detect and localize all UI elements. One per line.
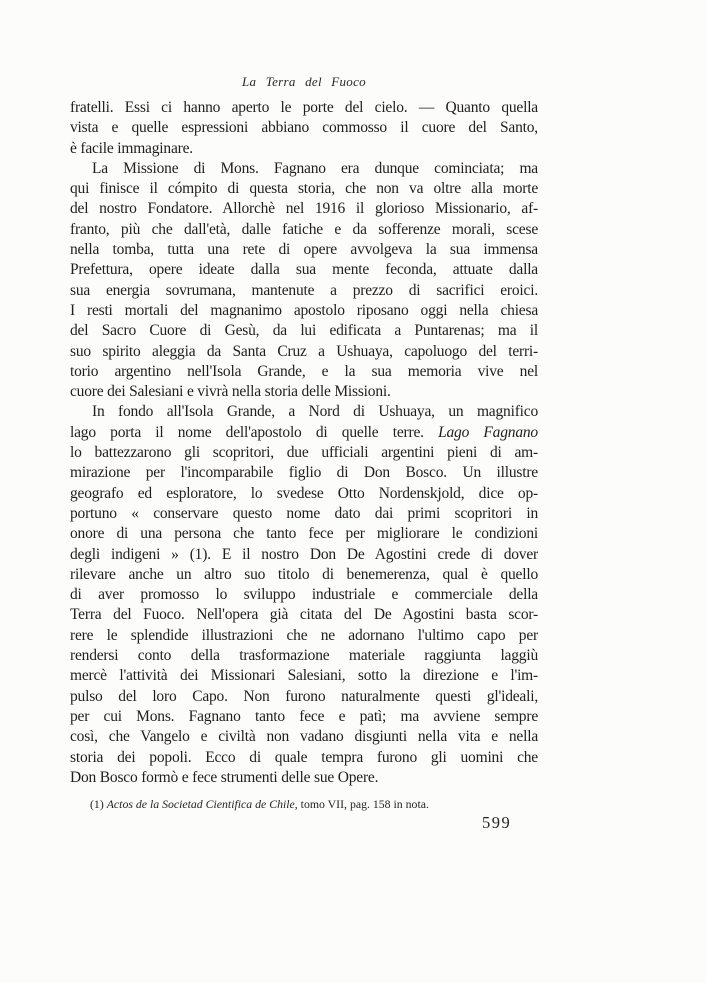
text-segment: torio argentino nell'Isola Grande, e la sua memoria vive nel bbox=[70, 362, 538, 380]
text-line bbox=[70, 666, 538, 686]
text-segment: del nostro Fondatore. Allorchè nel 1916 il glorioso Missionario, af- bbox=[70, 200, 538, 218]
text-segment: rendersi conto della trasformazione materiale raggiunta laggiù bbox=[70, 647, 538, 665]
text-segment: portuno « conservare questo nome dato dai primi scopritori in bbox=[70, 504, 538, 522]
text-line bbox=[70, 443, 538, 463]
page-number: 599 bbox=[482, 813, 512, 832]
text-segment: mercè l'attività dei Missionari Salesiani, sotto la direzione e l'im- bbox=[70, 667, 538, 685]
text-segment: cuore dei Salesiani e vivrà nella storia delle Missioni. bbox=[70, 383, 391, 401]
text-line bbox=[70, 646, 538, 666]
text-segment: così, che Vangelo e civiltà non vadano disgiunti nella vita e nella bbox=[70, 728, 538, 746]
text-segment: Don Bosco formò e fece strumenti delle sue Opere. bbox=[70, 768, 379, 786]
text-segment: mirazione per l'incomparabile figlio di Don Bosco. Un illustre bbox=[70, 464, 538, 482]
text-line bbox=[70, 484, 538, 504]
text-segment: degli indigeni » (1). E il nostro Don De Agostini crede di dover bbox=[70, 545, 538, 563]
text-line bbox=[70, 179, 538, 199]
text-segment: lago porta il nome dell'apostolo di quelle terre. bbox=[70, 423, 439, 441]
text-segment: (1) bbox=[90, 797, 107, 811]
text-line bbox=[70, 362, 538, 382]
text-line bbox=[70, 605, 538, 625]
text-line bbox=[70, 524, 538, 544]
text-line bbox=[70, 545, 538, 565]
text-segment: sua energia sovrumana, mantenute a prezzo di sacrifici eroici. bbox=[70, 281, 538, 299]
text-segment: , tomo VII, pag. 158 in nota. bbox=[294, 797, 429, 811]
text-line bbox=[70, 463, 538, 483]
text-segment: geografo ed esploratore, lo svedese Otto Nordenskjold, dice op- bbox=[70, 484, 538, 502]
page-body bbox=[70, 98, 538, 788]
text-line bbox=[70, 585, 538, 605]
text-line bbox=[70, 98, 538, 118]
text-line bbox=[70, 382, 538, 402]
text-segment: suo spirito aleggia da Santa Cruz a Ushuaya, capoluogo del terri- bbox=[70, 342, 538, 360]
text-line bbox=[70, 748, 538, 768]
text-line bbox=[70, 768, 538, 788]
text-line bbox=[70, 565, 538, 585]
text-line bbox=[70, 220, 538, 240]
text-segment: Terra del Fuoco. Nell'opera già citata del De Agostini basta scor- bbox=[70, 606, 538, 624]
text-segment: è facile immaginare. bbox=[70, 139, 193, 157]
text-segment: per cui Mons. Fagnano tanto fece e patì; ma avviene sempre bbox=[70, 707, 538, 725]
text-line bbox=[70, 342, 538, 362]
text-line bbox=[70, 118, 538, 138]
text-segment: onore di una persona che tanto fece per migliorare le condizioni bbox=[70, 525, 538, 543]
text-line bbox=[70, 321, 538, 341]
text-line bbox=[70, 727, 538, 747]
footnote-text bbox=[70, 797, 538, 812]
text-segment: pulso del loro Capo. Non furono naturalmente questi gl'ideali, bbox=[70, 687, 538, 705]
running-header: La Terra del Fuoco bbox=[242, 74, 366, 89]
text-line bbox=[70, 402, 538, 422]
text-line bbox=[70, 423, 538, 443]
text-segment: franto, più che dall'età, dalle fatiche e da sofferenze morali, scese bbox=[70, 220, 538, 238]
text-segment: Prefettura, opere ideate dalla sua mente feconda, attuate dalla bbox=[70, 261, 538, 279]
text-segment: qui finisce il cómpito di questa storia, che non va oltre alla morte bbox=[70, 180, 538, 198]
text-segment: lo battezzarono gli scopritori, due ufficiali argentini pieni di am- bbox=[70, 444, 538, 462]
text-line bbox=[70, 240, 538, 260]
text-segment: fratelli. Essi ci hanno aperto le porte del cielo. — Quanto quella bbox=[70, 99, 538, 116]
text-segment: In fondo all'Isola Grande, a Nord di Ushuaya, un magnifico bbox=[92, 403, 538, 421]
italic-text: Actos de la Societad Cientifica de Chile bbox=[106, 797, 295, 811]
text-line bbox=[70, 281, 538, 301]
text-line bbox=[70, 504, 538, 524]
text-segment: rere le splendide illustrazioni che ne adornano l'ultimo capo per bbox=[70, 626, 538, 644]
text-line bbox=[70, 139, 538, 159]
text-line bbox=[70, 707, 538, 727]
text-segment: rilevare anche un altro suo titolo di benemerenza, qual è quello bbox=[70, 565, 538, 583]
text-line bbox=[70, 199, 538, 219]
text-line bbox=[70, 260, 538, 280]
text-line bbox=[70, 626, 538, 646]
text-segment: del Sacro Cuore di Gesù, da lui edificata a Puntarenas; ma il bbox=[70, 322, 538, 340]
footnote bbox=[70, 797, 538, 812]
text-line bbox=[70, 687, 538, 707]
text-segment: nella tomba, tutta una rete di opere avvolgeva la sua immensa bbox=[70, 241, 538, 259]
text-segment: vista e quelle espressioni abbiano commosso il cuore del Santo, bbox=[70, 119, 538, 137]
text-segment: La Missione di Mons. Fagnano era dunque cominciata; ma bbox=[92, 159, 538, 177]
text-line bbox=[70, 301, 538, 321]
italic-text: Lago Fagnano bbox=[438, 423, 538, 441]
text-segment: I resti mortali del magnanimo apostolo riposano oggi nella chiesa bbox=[70, 301, 538, 319]
text-segment: storia dei popoli. Ecco di quale tempra furono gli uomini che bbox=[70, 748, 538, 766]
text-segment: di aver promosso lo sviluppo industriale e commerciale della bbox=[70, 586, 538, 604]
text-line bbox=[70, 159, 538, 179]
